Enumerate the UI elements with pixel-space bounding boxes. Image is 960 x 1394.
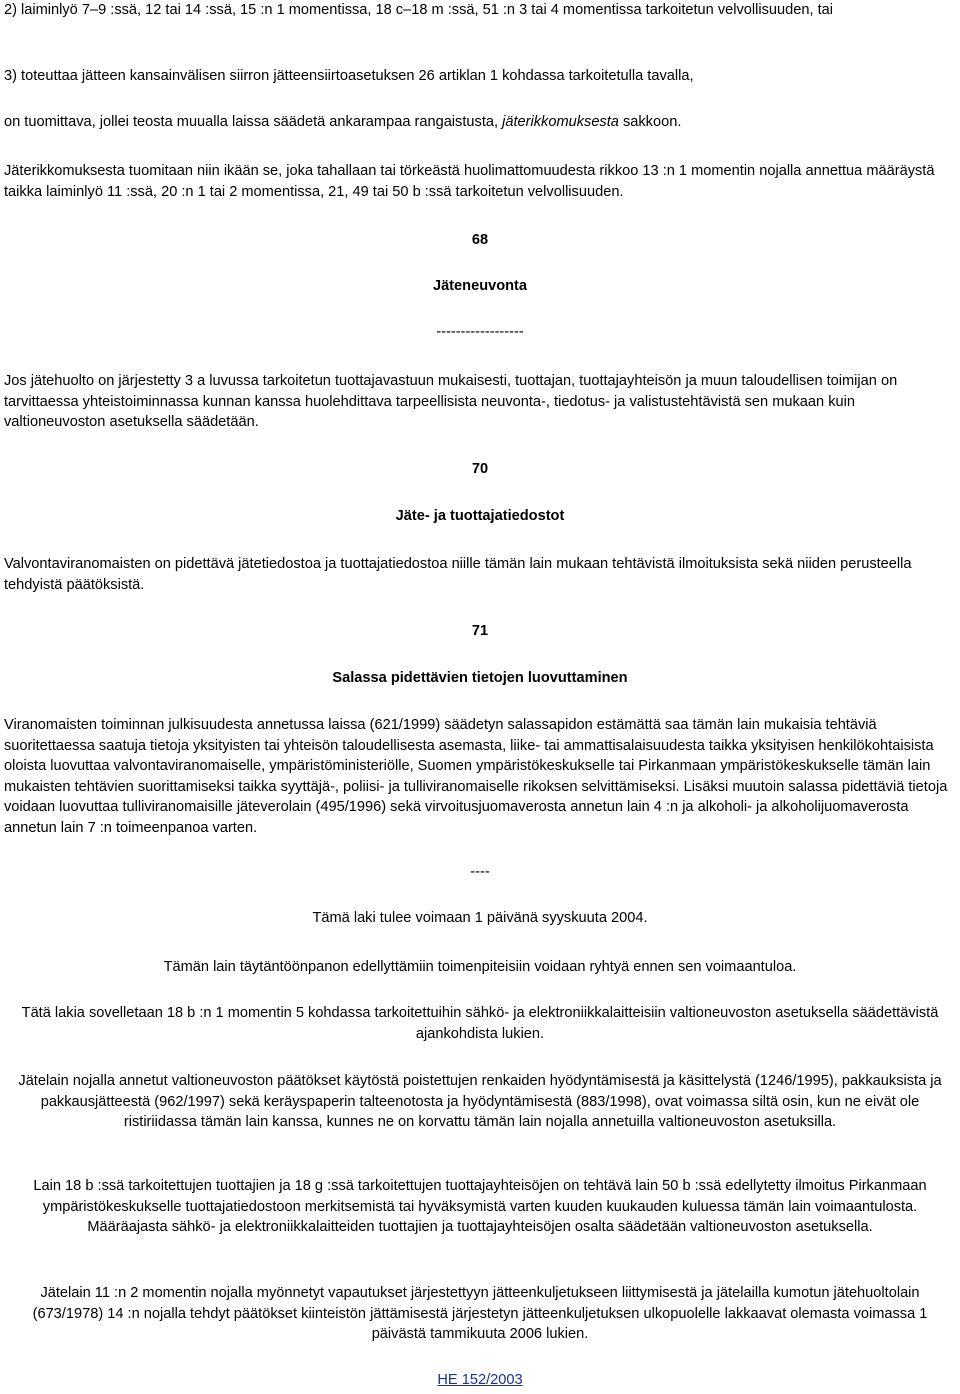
penalty-text-start: on tuomittava, jollei teosta muualla laissa säädetä ankarampaa rangaistusta,	[4, 114, 503, 130]
section-68-separator: ------------------	[436, 324, 524, 340]
exemptions-expiry: Jätelain 11 :n 2 momentin nojalla myönnetyt vapautukset järjestettyyn jätteenkuljetukseen liittymisestä ja jätelailla kumotun jätehuoltolain (673/1978) 14 :n nojalla tehdyt päätökset kiinteistön jättämisestä järjestetyn jätteenkuljetuksen ulkopuolelle lakkaavat olemasta voimassa 1 päivästä tammikuuta 2006 lukien.	[32, 1285, 928, 1342]
section-71-number: 71	[471, 623, 489, 639]
section-71-text: Viranomaisten toiminnan julkisuudesta annetussa laissa (621/1999) säädetyn salassapidon estämättä saa tämän lain mukaisia tehtäviä suoritettaessa saatuja tietoja yksityisten tai yhteisön taloudellisesta asemasta, liike- tai ammattisalaisuudesta taikka yksityisen henkilökohtaisista oloista luovuttaa valvontaviranomaiselle, ympäristöministeriölle, Suomen ympäristökeskukselle tai Pirkanmaan ympäristökeskukselle tämän lain mukaisten tehtävien suorittamiseksi taikka syyttäjä-, poliisi- ja tulliviranomaiselle rikoksen selvittämiseksi. Lisäksi muutoin salassa pidettäviä tietoja voidaan luovuttaa tulliviranomaisille jäteverolain (495/1996) sekä virvoitusjuomaverosta annetun lain 4 :n ja alkoholi- ja alkoholijuomaverosta annetun lain 7 :n toimeenpanoa varten.	[4, 717, 948, 836]
producer-notification: Lain 18 b :ssä tarkoitettujen tuottajien ja 18 g :ssä tarkoitettujen tuottajayhteisöjen on tehtävä lain 50 b :ssä edellytetty ilmoitus Pirkanmaan ympäristökeskukselle tuottajatiedostoon merkitsemistä tai hyväksymistä varten kuuden kuukauden kuluessa tämän lain voimaantulosta. Määräajasta sähkö- ja elektroniikkalaitteiden tuottajien ja tuottajayhteisöjen osalta säädetään valtioneuvoston asetuksella.	[33, 1178, 927, 1235]
penalty-text-end: sakkoon.	[618, 114, 682, 130]
section-68-number: 68	[471, 232, 489, 248]
paragraph-penalty	[4, 112, 956, 133]
entry-into-force: Tämä laki tulee voimaan 1 päivänä syyskuuta 2004.	[312, 910, 648, 926]
reference-row	[4, 1370, 956, 1391]
implementation-measures: Tämän lain täytäntöönpanon edellyttämiin toimenpiteisiin voidaan ryhtyä ennen sen voimaantuloa.	[163, 959, 797, 975]
paragraph-violation: Jäterikkomuksesta tuomitaan niin ikään se, joka tahallaan tai törkeästä huolimattomuudesta rikkoo 13 :n 1 momentin nojalla annettua määräystä taikka laiminlyö 11 :ssä, 20 :n 1 tai 2 momentissa, 21, 49 tai 50 b :ssä tarkoitetun velvollisuuden.	[4, 163, 935, 200]
section-70-title: Jäte- ja tuottajatiedostot	[395, 508, 565, 524]
application-18b: Tätä lakia sovelletaan 18 b :n 1 momentin 5 kohdassa tarkoitettuihin sähkö- ja elektroniikkalaitteisiin valtioneuvoston asetuksella säädettävistä ajankohdista lukien.	[21, 1005, 939, 1042]
end-separator: ----	[470, 864, 490, 880]
paragraph-item-2: 2) laiminlyö 7–9 :ssä, 12 tai 14 :ssä, 15 :n 1 momentissa, 18 c–18 m :ssä, 51 :n 3 tai 4 momentissa tarkoitetun velvollisuuden, tai	[4, 2, 834, 18]
transitional-decisions: Jätelain nojalla annetut valtioneuvoston päätökset käytöstä poistettujen renkaiden hyödyntämisestä ja käsittelystä (1246/1995), pakkauksista ja pakkausjätteestä (962/1997) sekä keräyspaperin talteenotosta ja hyödyntämisestä (883/1998), ovat voimassa siltä osin, kun ne eivät ole ristiriidassa tämän lain kanssa, kunnes ne on korvattu tämän lain nojalla annetuilla valtioneuvoston asetuksilla.	[18, 1073, 942, 1130]
section-68-title: Jäteneuvonta	[432, 278, 528, 294]
section-68-text: Jos jätehuolto on järjestetty 3 a luvussa tarkoitetun tuottajavastuun mukaisesti, tuottajan, tuottajayhteisön ja muun taloudellisen toimijan on tarvittaessa yhteistoiminnassa kunnan kanssa huolehdittava tarpeellisista neuvonta-, tiedotus- ja valistustehtävistä sen mukaan kuin valtioneuvoston asetuksella säädetään.	[4, 373, 898, 430]
section-71-title: Salassa pidettävien tietojen luovuttaminen	[332, 670, 628, 686]
he-152-2003-link[interactable]: HE 152/2003	[437, 1372, 523, 1388]
section-70-text: Valvontaviranomaisten on pidettävä jätetiedostoa ja tuottajatiedostoa niille tämän lain mukaan tehtävistä ilmoituksista sekä niiden perusteella tehdyistä päätöksistä.	[4, 556, 912, 593]
section-70-number: 70	[471, 461, 489, 477]
paragraph-item-3: 3) toteuttaa jätteen kansainvälisen siirron jätteensiirtoasetuksen 26 artiklan 1 kohdassa tarkoitetulla tavalla,	[4, 68, 694, 84]
penalty-term: jäterikkomuksesta	[502, 114, 619, 130]
